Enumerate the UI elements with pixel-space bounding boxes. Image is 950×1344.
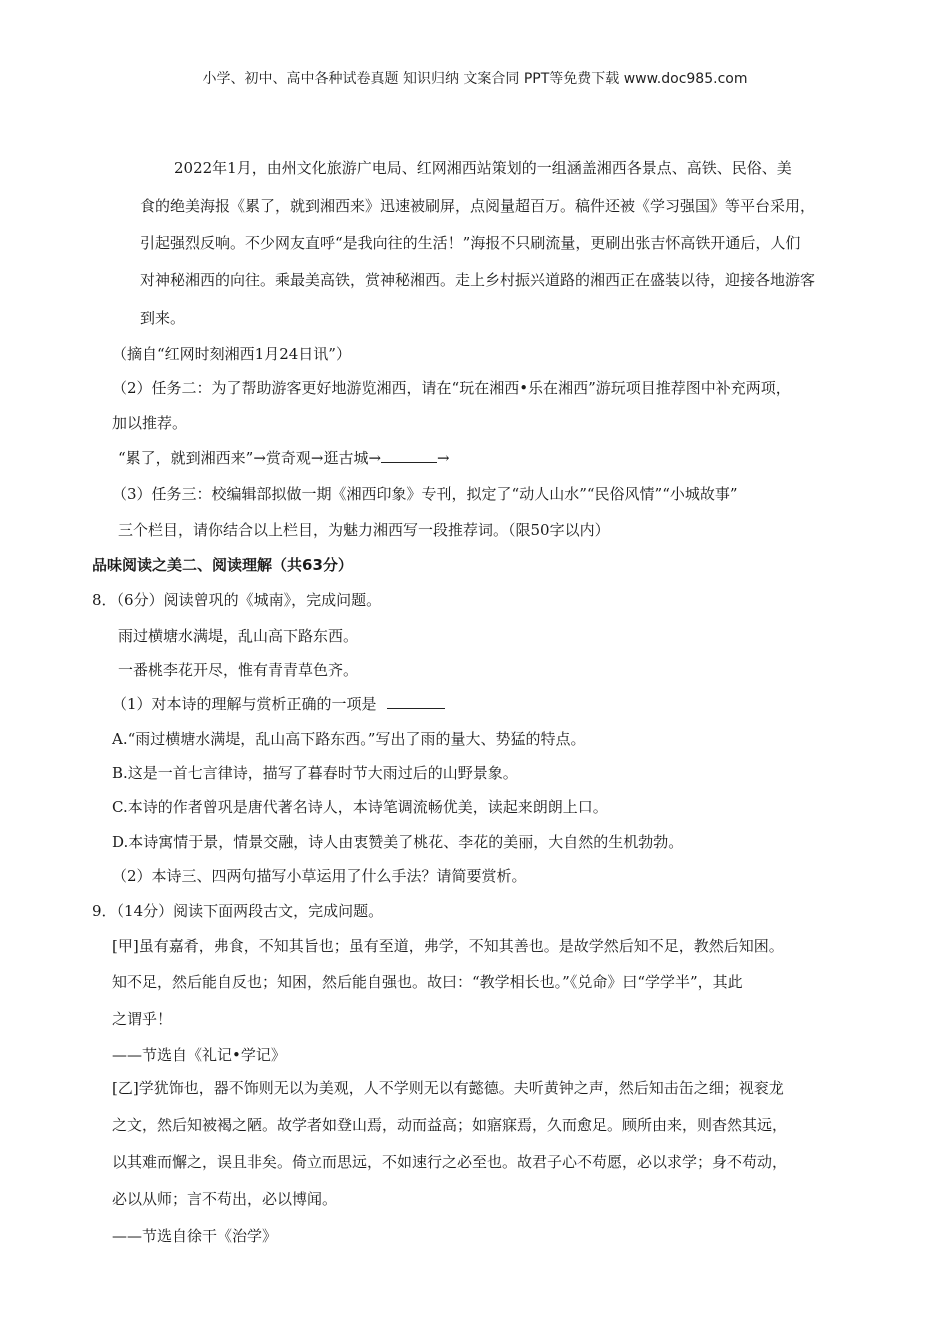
passage-line: 引起强烈反响。不少网友直呼“是我向往的生活！”海报不只刷流量，更刷出张吉怀高铁开通后，人们 (140, 234, 801, 252)
jia-line: 知不足，然后能自反也；知困，然后能自强也。故曰：“教学相长也。”《兑命》曰“学学半”，其此 (112, 973, 743, 991)
poem-line: 雨过横塘水满堤，乱山高下路东西。 (118, 627, 359, 645)
yi-line: 以其难而懈之，误且非矣。倚立而思远，不如速行之必至也。故君子心不苟愿，必以求学；身不苟动， (112, 1153, 788, 1171)
option-c[interactable]: C.本诗的作者曾巩是唐代著名诗人，本诗笔调流畅优美，读起来朗朗上口。 (112, 798, 608, 816)
passage-line: 对神秘湘西的向往。乘最美高铁，赏神秘湘西。走上乡村振兴道路的湘西正在盛装以待，迎接各地游客 (140, 271, 816, 289)
option-a[interactable]: A.“雨过横塘水满堤，乱山高下路东西。”写出了雨的量大、势猛的特点。 (112, 730, 586, 748)
q8-sub1-text: （1）对本诗的理解与赏析正确的一项是 (112, 695, 377, 713)
q8-stem: 8．（6分）阅读曾巩的《城南》，完成问题。 (92, 591, 382, 609)
flow-text: “累了，就到湘西来”→赏奇观→逛古城→ (118, 449, 382, 467)
yi-line: 之文，然后知被褐之陋。故学者如登山焉，动而益高；如寤寐焉，久而愈足。顾所由来，则杳然其远， (112, 1116, 788, 1134)
option-d[interactable]: D.本诗寓情于景，情景交融，诗人由衷赞美了桃花、李花的美丽，大自然的生机勃勃。 (112, 833, 684, 851)
flow-line (118, 448, 450, 468)
yi-line: [乙]学犹饰也，器不饰则无以为美观，人不学则无以有懿德。夫听黄钟之声，然后知击缶之细；视衮龙 (112, 1079, 784, 1097)
source-note: （摘自“红网时刻湘西1月24日讯”） (112, 345, 351, 363)
jia-source: ——节选自《礼记•学记》 (112, 1046, 286, 1064)
task3-line: 三个栏目，请你结合以上栏目，为魅力湘西写一段推荐词。（限50字以内） (118, 521, 610, 539)
task3-line: （3）任务三：校编辑部拟做一期《湘西印象》专刊，拟定了“动人山水”“民俗风情”“小城故事” (112, 485, 738, 503)
option-b[interactable]: B.这是一首七言律诗，描写了暮春时节大雨过后的山野景象。 (112, 764, 518, 782)
answer-blank[interactable] (381, 448, 437, 463)
flow-arrow: → (437, 449, 450, 467)
task2-line: （2）任务二：为了帮助游客更好地游览湘西，请在“玩在湘西•乐在湘西”游玩项目推荐图中补充两项， (112, 379, 791, 397)
answer-blank[interactable] (387, 694, 445, 709)
section-title: 品味阅读之美二、阅读理解（共63分） (92, 556, 353, 574)
passage-line: 2022年1月，由州文化旅游广电局、红网湘西站策划的一组涵盖湘西各景点、高铁、民俗、美 (174, 159, 792, 177)
q8-sub2: （2）本诗三、四两句描写小草运用了什么手法？请简要赏析。 (112, 867, 527, 885)
q8-sub1 (112, 694, 445, 714)
passage-line: 食的绝美海报《累了，就到湘西来》迅速被刷屏，点阅量超百万。稿件还被《学习强国》等平台采用， (140, 197, 816, 215)
yi-source: ——节选自徐干《治学》 (112, 1227, 278, 1245)
page-header: 小学、初中、高中各种试卷真题 知识归纳 文案合同 PPT等免费下载 www.doc985.com (202, 71, 748, 87)
jia-line: [甲]虽有嘉肴，弗食，不知其旨也；虽有至道，弗学，不知其善也。是故学然后知不足，教然后知困。 (112, 937, 784, 955)
poem-line: 一番桃李花开尽，惟有青青草色齐。 (118, 661, 359, 679)
task2-line: 加以推荐。 (112, 414, 188, 432)
q9-stem: 9．（14分）阅读下面两段古文，完成问题。 (92, 902, 384, 920)
passage-line: 到来。 (140, 309, 186, 327)
jia-line: 之谓乎！ (112, 1010, 173, 1028)
yi-line: 必以从师；言不苟出，必以博闻。 (112, 1190, 338, 1208)
